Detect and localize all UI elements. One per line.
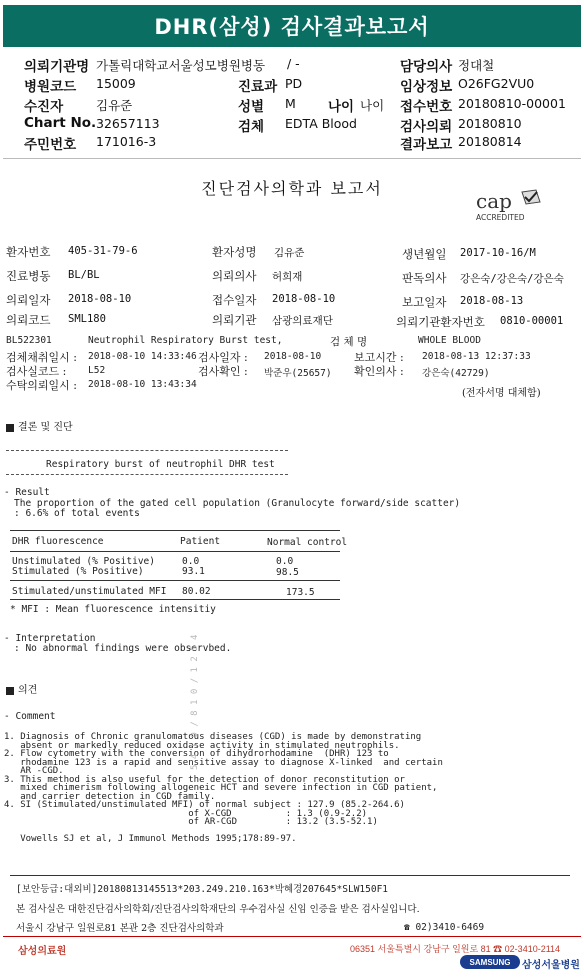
label-accession: 접수번호 (400, 99, 453, 115)
table-header-patient: Patient (180, 536, 221, 547)
value-request-date: 20180810 (458, 116, 522, 131)
test-code: BL522301 (6, 335, 52, 346)
value-patient-no: 405-31-79-6 (68, 245, 138, 257)
section-marker (6, 687, 14, 695)
certification-note: 본 검사실은 대한진단검사의학회/진단검사의학재단의 우수검사실 신임 인증을 받은 검사실입니다. (16, 904, 420, 915)
value-requesting-org: 삼광의료재단 (272, 315, 333, 327)
interpretation-header: - Interpretation (4, 633, 96, 644)
esign-note: (전자서명 대체함) (462, 388, 541, 399)
value-request-code: SML180 (68, 313, 106, 325)
value-request-day: 2018-08-10 (68, 293, 132, 305)
label-department: 진료과 (238, 79, 278, 95)
table-cell: 173.5 (286, 587, 315, 598)
lab-telephone: ☎ 02)3410-6469 (404, 922, 485, 933)
label-request-day: 의뢰일자 (6, 293, 51, 307)
section-conclusion-label: 결론 및 진단 (18, 422, 73, 433)
value-interpreting-doctor: 강은숙/강은숙/강은숙 (460, 273, 564, 285)
value-sex: M (285, 96, 296, 111)
result-header: - Result (4, 487, 50, 498)
comment-line: of X-CGD : 1.3 (0.9-2.2) (4, 808, 368, 819)
value-clinical-info: O26FG2VU0 (458, 76, 535, 91)
document-title: 진단검사의학과 보고서 (201, 179, 383, 198)
label-patient-name: 환자성명 (212, 245, 257, 259)
value-org-patient-no: 0810-00001 (500, 315, 564, 327)
section-opinion (6, 681, 37, 696)
label-confirming-doctor: 확인의사 : (354, 365, 404, 378)
comment-line: 4. SI (Stimulated/unstimulated MFI) of normal subject : 127.9 (85.2-264.6) (4, 800, 405, 810)
side-stamp: 5 4 1 9 / 8 1 0 / 1 2 5 4 (190, 634, 200, 770)
label-chart-no: Chart No. (24, 115, 97, 131)
value-patient: 김유준 (96, 98, 133, 113)
table-rule (10, 551, 340, 552)
value-department: PD (285, 76, 303, 91)
label-clinical-info: 임상정보 (400, 79, 453, 95)
security-line: [보안등급:대외비]20180813145513*203.249.210.163*박혜경207645*SLW150F1 (16, 884, 389, 895)
comment-line: rhodamine 123 is a rapid and sensitive assay to diagnose X-linked and certain (4, 757, 443, 768)
label-lab-code: 검사실코드 : (6, 365, 67, 378)
value-ward: / - (287, 56, 300, 71)
label-ssn: 주민번호 (24, 137, 77, 153)
comment-line: of AR-CGD : 13.2 (3.5-52.1) (4, 817, 378, 827)
value-institution: 가톨릭대학교서울성모병원병동 (96, 58, 266, 73)
label-received-date: 접수일자 (212, 293, 257, 307)
value-collection-time: 2018-08-10 14:33:46 (88, 351, 197, 362)
burst-test-title: Respiratory burst of neutrophil DHR test (46, 459, 275, 470)
value-ssn: 171016-3 (96, 134, 157, 149)
value-test-date: 2018-08-10 (264, 351, 322, 362)
label-request-code: 의뢰코드 (6, 313, 51, 327)
value-report-date: 20180814 (458, 134, 522, 149)
table-header-normal-control: Normal control (267, 537, 348, 548)
comment-line: 1. Diagnosis of Chronic granulomatous diseases (CGD) is made by demonstrating (4, 732, 422, 742)
dashed-rule (6, 474, 288, 475)
value-lab-code: L52 (88, 365, 106, 376)
label-specimen: 검체 (238, 119, 265, 135)
table-cell: 98.5 (276, 567, 299, 578)
value-specimen: EDTA Blood (285, 116, 357, 131)
label-institution: 의뢰기관명 (24, 59, 90, 75)
footer-address: 06351 서울특별시 강남구 일원로 81 ☎ 02-3410-2114 (350, 944, 561, 954)
label-specimen-name: 검 체 명 (330, 336, 368, 348)
label-dob: 생년월일 (402, 247, 447, 261)
interpretation-text: : No abnormal findings were observbed. (14, 643, 232, 654)
label-collection-time: 검체채취일시 : (6, 351, 77, 364)
comment-line: mixed chimerism following allogeneic HCT and severe infection in CGD patient, (4, 783, 438, 793)
table-rule (10, 599, 340, 600)
value-confirming-doctor: 강은숙(42729) (422, 368, 490, 379)
value-age: 나이 (360, 98, 385, 113)
value-doctor: 정대철 (458, 58, 495, 73)
comment-header: - Comment (4, 711, 56, 722)
test-name: Neutrophil Respiratory Burst test, (88, 335, 283, 346)
footer-red-rule (3, 936, 581, 937)
value-chart-no: 32657113 (96, 116, 160, 131)
value-received-date: 2018-08-10 (272, 293, 336, 305)
comment-line: AR -CGD. (4, 766, 64, 776)
label-interpreting-doctor: 판독의사 (402, 271, 447, 285)
value-specimen-name: WHOLE BLOOD (418, 335, 481, 346)
table-cell: 93.1 (182, 566, 205, 577)
report-banner (3, 5, 581, 47)
cap-logo-text: cap (476, 189, 512, 213)
label-hospital-code: 병원코드 (24, 79, 77, 95)
banner-title: DHR(삼성) 검사결과보고서 (154, 15, 430, 39)
label-request-date: 검사의뢰 (400, 119, 453, 135)
comment-line: and carrier detection in CGD family. (4, 791, 216, 802)
value-dob: 2017-10-16/M (460, 247, 536, 259)
table-header-fluorescence: DHR fluorescence (12, 536, 104, 547)
reference-line: Vowells SJ et al, J Immunol Methods 1995;178:89-97. (4, 834, 297, 844)
scan-divider (3, 158, 581, 159)
section-conclusion (6, 418, 73, 433)
mfi-note: * MFI : Mean fluorescence intensitiy (10, 604, 216, 615)
cap-logo-subtext: ACCREDITED (476, 213, 525, 222)
table-cell: 0.0 (276, 556, 294, 567)
label-report-day: 보고일자 (402, 295, 447, 309)
section-opinion-label: 의견 (18, 685, 38, 696)
value-report-day: 2018-08-13 (460, 295, 524, 307)
label-doctor: 담당의사 (400, 59, 453, 75)
label-patient-no: 환자번호 (6, 245, 51, 259)
cap-accredited-logo (470, 188, 560, 224)
label-age: 나이 (328, 99, 355, 115)
result-line-2: : 6.6% of total events (14, 508, 140, 519)
label-referral-time: 수탁의뢰일시 : (6, 379, 77, 392)
value-report-time: 2018-08-13 12:37:33 (422, 351, 531, 362)
footer-org: 삼성의료원 (18, 946, 67, 957)
label-requesting-doctor: 의뢰의사 (212, 269, 257, 283)
label-test-date: 검사일자 : (198, 351, 248, 364)
table-cell: Stimulated/unstimulated MFI (12, 586, 167, 597)
value-patient-name: 김유준 (274, 247, 305, 259)
label-ward: 진료병동 (6, 269, 51, 283)
table-cell: 0.0 (182, 556, 200, 567)
table-cell: Unstimulated (% Positive) (12, 556, 155, 567)
value-requesting-doctor: 허희재 (272, 271, 303, 283)
result-line-1: The proportion of the gated cell population (Granulocyte forward/side scatter) (14, 498, 461, 509)
table-cell: Stimulated (% Positive) (12, 566, 144, 577)
label-requesting-org: 의뢰기관 (212, 313, 257, 327)
comment-line: absent or markedly reduced oxidase activity in stimulated neutrophils. (4, 740, 400, 751)
label-org-patient-no: 의뢰기관환자번호 (396, 315, 485, 329)
comment-line: 3. This method is also useful for the detection of donor reconstitution or (4, 774, 405, 785)
dashed-rule (6, 450, 288, 451)
table-rule (10, 580, 340, 581)
value-referral-time: 2018-08-10 13:43:34 (88, 379, 197, 390)
value-test-verifier: 박준우(25657) (264, 368, 332, 379)
comment-line: 2. Flow cytometry with the conversion of dihydrorhodamine (DHR) 123 to (4, 749, 389, 759)
footer-rule (10, 875, 570, 876)
value-accession: 20180810-00001 (458, 96, 566, 111)
label-patient: 수진자 (24, 99, 64, 115)
value-ward-code: BL/BL (68, 269, 100, 281)
value-hospital-code: 15009 (96, 76, 136, 91)
comment-body (4, 733, 443, 844)
table-cell: 80.02 (182, 586, 211, 597)
label-report-date: 결과보고 (400, 137, 453, 153)
table-rule (10, 530, 340, 531)
label-test-verifier: 검사확인 : (198, 365, 248, 378)
samsung-logo: SAMSUNG (460, 955, 520, 969)
section-marker (6, 424, 14, 432)
hospital-name: 삼성서울병원 (522, 960, 580, 971)
lab-address: 서울시 강남구 일원로81 본관 2층 진단검사의학과 (16, 923, 224, 934)
label-sex: 성별 (238, 99, 265, 115)
label-report-time: 보고시간 : (354, 351, 404, 364)
